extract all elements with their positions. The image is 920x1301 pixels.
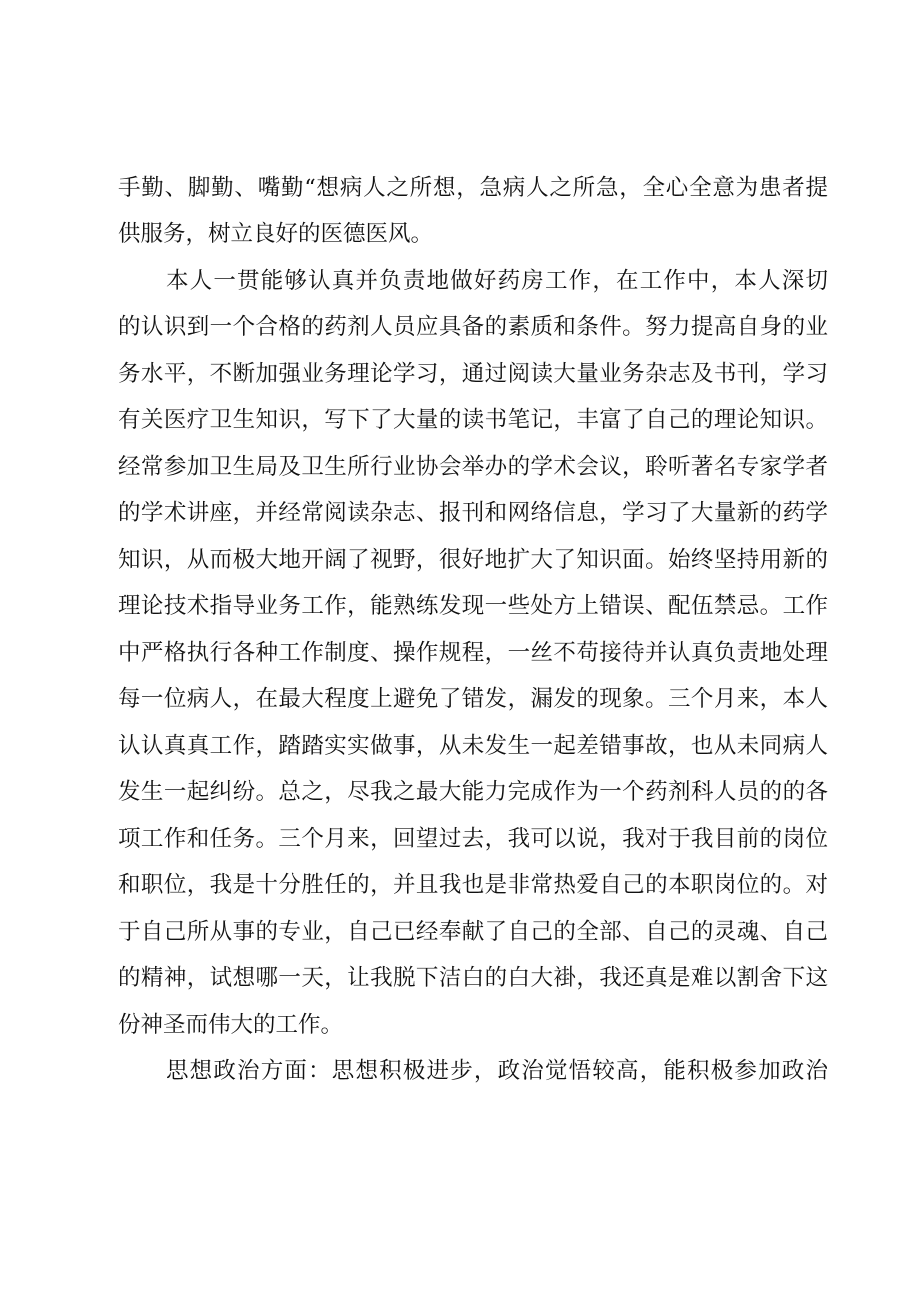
paragraph-2-line-4: 有关医疗卫生知识，写下了大量的读书笔记，丰富了自己的理论知识。 xyxy=(118,407,828,433)
paragraph-2-line-13: 项工作和任务。三个月来，回望过去，我可以说，我对于我目前的岗位 xyxy=(118,826,828,852)
paragraph-2-line-2: 的认识到一个合格的药剂人员应具备的素质和条件。努力提高自身的业 xyxy=(118,314,828,340)
paragraph-2-line-9: 中严格执行各种工作制度、操作规程，一丝不苟接待并认真负责地处理 xyxy=(118,640,828,666)
paragraph-2-line-8: 理论技术指导业务工作，能熟练发现一些处方上错误、配伍禁忌。工作 xyxy=(118,593,828,619)
paragraph-2-line-15: 于自己所从事的专业，自己已经奉献了自己的全部、自己的灵魂、自己 xyxy=(118,919,828,945)
paragraph-2-line-3: 务水平，不断加强业务理论学习，通过阅读大量业务杂志及书刊，学习 xyxy=(118,361,828,387)
paragraph-2-line-11: 认认真真工作，踏踏实实做事，从未发生一起差错事故，也从未同病人 xyxy=(118,733,828,759)
paragraph-2-line-14: 和职位，我是十分胜任的，并且我也是非常热爱自己的本职岗位的。对 xyxy=(118,872,828,898)
paragraph-2-line-1: 本人一贯能够认真并负责地做好药房工作，在工作中，本人深切 xyxy=(166,268,828,294)
paragraph-2-line-6: 的学术讲座，并经常阅读杂志、报刊和网络信息，学习了大量新的药学 xyxy=(118,500,828,526)
paragraph-2-line-10: 每一位病人，在最大程度上避免了错发，漏发的现象。三个月来，本人 xyxy=(118,686,828,712)
paragraph-2-line-12: 发生一起纠纷。总之，尽我之最大能力完成作为一个药剂科人员的的各 xyxy=(118,779,828,805)
paragraph-1-line-2: 供服务，树立良好的医德医风。 xyxy=(118,221,434,247)
paragraph-2-line-7: 知识，从而极大地开阔了视野，很好地扩大了知识面。始终坚持用新的 xyxy=(118,547,828,573)
paragraph-2-line-5: 经常参加卫生局及卫生所行业协会举办的学术会议，聆听著名专家学者 xyxy=(118,454,828,480)
paragraph-2-line-17: 份神圣而伟大的工作。 xyxy=(118,1012,344,1038)
paragraph-2-line-16: 的精神，试想哪一天，让我脱下洁白的白大褂，我还真是难以割舍下这 xyxy=(118,965,828,991)
paragraph-1-line-1: 手勤、脚勤、嘴勤“想病人之所想，急病人之所急，全心全意为患者提 xyxy=(118,175,828,201)
paragraph-3-line-1: 思想政治方面：思想积极进步，政治觉悟较高，能积极参加政治 xyxy=(166,1058,828,1084)
